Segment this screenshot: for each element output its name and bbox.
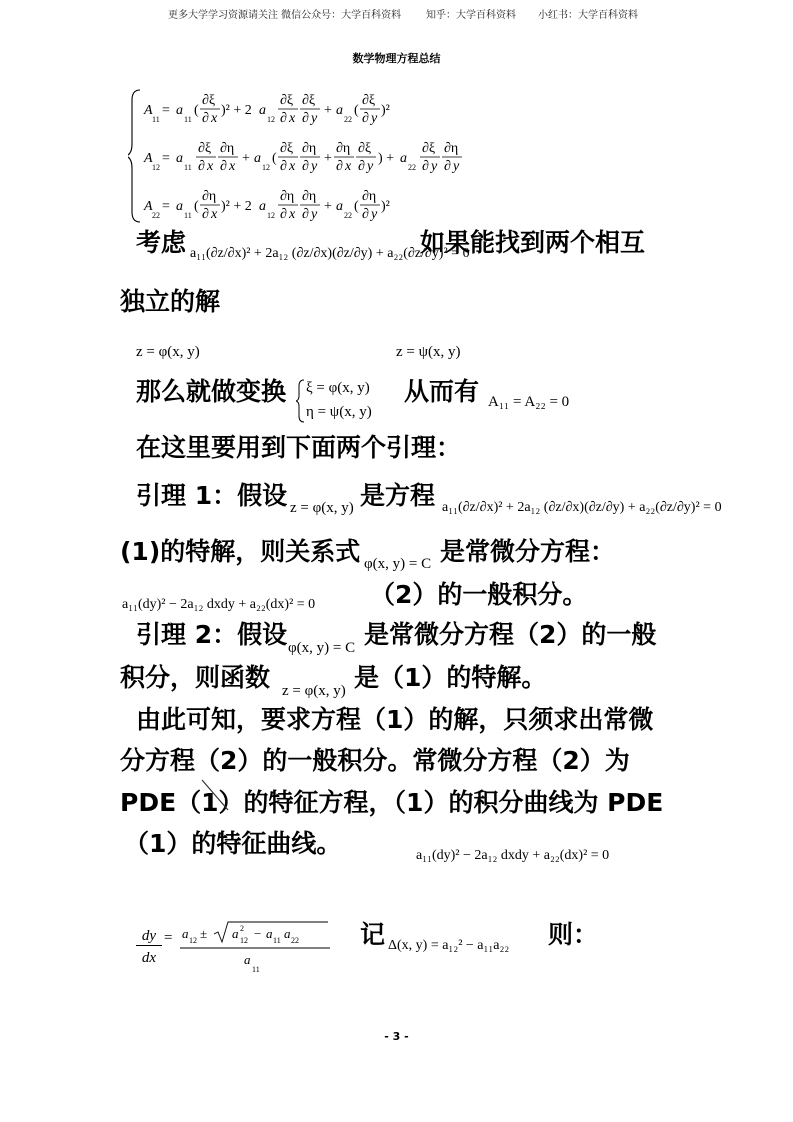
lemma1-yiban: （2）的一般积分。 <box>370 580 588 609</box>
svg-text:)²: )² <box>381 103 390 118</box>
svg-text:∂: ∂ <box>362 207 369 222</box>
svg-text:∂: ∂ <box>202 207 209 222</box>
svg-text:a: a <box>284 926 291 941</box>
svg-text:11: 11 <box>252 965 260 974</box>
svg-text:a: a <box>259 199 266 214</box>
lemma1-changwei: 是常微分方程： <box>440 537 616 566</box>
svg-text:x: x <box>211 111 218 126</box>
svg-text:y: y <box>371 207 378 222</box>
svg-text:(: ( <box>272 151 277 166</box>
svg-text:x: x <box>345 159 352 174</box>
svg-text:y: y <box>431 159 438 174</box>
svg-text:a: a <box>244 952 251 967</box>
svg-text:∂ξ: ∂ξ <box>280 93 294 108</box>
svg-text:∂: ∂ <box>358 159 365 174</box>
para-ji: 记 <box>360 920 386 949</box>
formula-system <box>128 82 488 232</box>
svg-text:(: ( <box>194 199 199 214</box>
svg-text:22: 22 <box>152 211 160 220</box>
svg-text:x: x <box>207 159 214 174</box>
page-title: 数学物理方程总结 <box>352 52 441 65</box>
svg-text:∂: ∂ <box>198 159 205 174</box>
formula-ode2: a₁₁(dy)² − 2a₁₂ dxdy + a₂₂(dx)² = 0 <box>416 848 610 863</box>
formula-transform-1: ξ = φ(x, y) <box>306 380 370 396</box>
svg-text:∂: ∂ <box>336 159 343 174</box>
svg-text:x: x <box>289 159 296 174</box>
svg-text:x: x <box>229 159 236 174</box>
svg-text:A: A <box>144 199 153 214</box>
slope-lhs: dy <box>136 928 162 946</box>
para-ze: 则： <box>548 920 599 949</box>
slope-text <box>0 0 1 1</box>
svg-text:A: A <box>144 103 153 118</box>
para-conclusion-3: PDE（1）的特征方程，（1）的积分曲线为 PDE <box>120 788 664 817</box>
svg-text:x: x <box>289 111 296 126</box>
svg-text:y: y <box>311 159 318 174</box>
svg-text:)² + 2: )² + 2 <box>221 199 252 214</box>
svg-text:a: a <box>176 103 183 118</box>
svg-text:a: a <box>176 151 183 166</box>
svg-text:∂ξ: ∂ξ <box>280 141 294 156</box>
svg-text:∂: ∂ <box>280 111 287 126</box>
svg-text:(: ( <box>194 103 199 118</box>
formula-transform-2: η = ψ(x, y) <box>306 404 372 420</box>
svg-text:=: = <box>162 151 170 166</box>
svg-text:+: + <box>324 151 332 166</box>
svg-text:11: 11 <box>152 115 160 124</box>
lemma1-shifangcheng: 是方程 <box>360 481 436 510</box>
svg-text:+: + <box>324 199 332 214</box>
lemma2-line2: 积分，则函数 <box>120 663 271 692</box>
svg-text:∂: ∂ <box>202 111 209 126</box>
svg-text:12: 12 <box>240 936 248 945</box>
svg-text:y: y <box>311 207 318 222</box>
svg-text:a: a <box>266 926 273 941</box>
svg-text:∂ξ: ∂ξ <box>302 93 316 108</box>
lemma2-phi-c: φ(x, y) = C <box>288 640 356 656</box>
svg-text:12: 12 <box>267 115 275 124</box>
formula-char-eq: a₁₁(∂z/∂x)² + 2a₁₂ (∂z/∂x)(∂z/∂y) + a₂₂(∂z/∂y)² = 0 <box>190 246 470 261</box>
svg-text:a: a <box>182 926 189 941</box>
para-conclusion-1: 由此可知，要求方程（1）的解，只须求出常微 <box>136 705 654 734</box>
lemma1-phi-c: φ(x, y) = C <box>364 556 432 572</box>
header-middle: 知乎：大学百科资料 <box>426 10 516 21</box>
header-right: 小红书：大学百科资料 <box>538 10 638 21</box>
svg-text:∂: ∂ <box>422 159 429 174</box>
para-kaolv: 考虑 <box>136 228 187 257</box>
svg-text:a: a <box>254 151 261 166</box>
formula-sol-psi: z = ψ(x, y) <box>396 344 461 360</box>
svg-text:(: ( <box>354 103 359 118</box>
svg-text:a: a <box>232 926 239 941</box>
svg-text:∂: ∂ <box>302 111 309 126</box>
svg-text:∂η: ∂η <box>220 141 235 156</box>
svg-text:22: 22 <box>408 163 416 172</box>
lemma1-line2: (1)的特解，则关系式 <box>120 537 361 566</box>
para-conclusion-2: 分方程（2）的一般积分。常微分方程（2）为 <box>120 746 630 775</box>
svg-text:12: 12 <box>152 163 160 172</box>
svg-text:∂η: ∂η <box>336 141 351 156</box>
para-conclusion-4: （1）的特征曲线。 <box>124 829 342 858</box>
svg-text:y: y <box>453 159 460 174</box>
svg-text:y: y <box>371 111 378 126</box>
svg-text:∂: ∂ <box>280 207 287 222</box>
para-congeryou: 从而有 <box>404 377 480 406</box>
svg-text:22: 22 <box>344 211 352 220</box>
svg-text:)²: )² <box>381 199 390 214</box>
svg-text:a: a <box>259 103 266 118</box>
formula-sol-phi: z = φ(x, y) <box>136 344 200 360</box>
svg-text:) +: ) + <box>378 151 395 166</box>
para-ruguo: 如果能找到两个相互 <box>420 228 646 257</box>
svg-text:∂: ∂ <box>280 159 287 174</box>
lemma1-pde: a₁₁(∂z/∂x)² + 2a₁₂ (∂z/∂x)(∂z/∂y) + a₂₂(∂z/∂y)² = 0 <box>442 500 722 515</box>
svg-text:∂η: ∂η <box>362 189 377 204</box>
svg-text:12: 12 <box>262 163 270 172</box>
svg-text:∂ξ: ∂ξ <box>362 93 376 108</box>
para-duli: 独立的解 <box>120 287 221 316</box>
svg-text:∂: ∂ <box>302 159 309 174</box>
svg-text:11: 11 <box>184 115 192 124</box>
svg-text:∂ξ: ∂ξ <box>202 93 216 108</box>
svg-text:12: 12 <box>267 211 275 220</box>
formula-slope-rhs <box>160 918 340 978</box>
svg-text:∂η: ∂η <box>302 189 317 204</box>
svg-text:2: 2 <box>240 924 244 933</box>
svg-text:+: + <box>242 151 250 166</box>
pen-stroke-mark <box>196 776 236 816</box>
svg-text:=: = <box>162 199 170 214</box>
lemma1-ode: a₁₁(dy)² − 2a₁₂ dxdy + a₂₂(dx)² = 0 <box>122 597 316 612</box>
para-bianhuan: 那么就做变换 <box>136 377 287 406</box>
svg-text:a: a <box>336 199 343 214</box>
svg-text:∂η: ∂η <box>444 141 459 156</box>
formula-delta: Δ(x, y) = a₁₂² − a₁₁a₂₂ <box>388 938 510 953</box>
header-left: 更多大学学习资源请关注 微信公众号：大学百科资料 <box>168 10 402 21</box>
svg-text:−: − <box>254 926 262 941</box>
para-yinli-intro: 在这里要用到下面两个引理： <box>136 433 462 462</box>
svg-text:±: ± <box>200 926 208 941</box>
lemma2-line2b: 是（1）的特解。 <box>354 663 547 692</box>
svg-text:11: 11 <box>184 211 192 220</box>
svg-text:+: + <box>324 103 332 118</box>
lemma1-z-phi: z = φ(x, y) <box>290 500 354 516</box>
page-number: - 3 - <box>384 1030 409 1043</box>
svg-text:)² + 2: )² + 2 <box>221 103 252 118</box>
svg-text:∂: ∂ <box>362 111 369 126</box>
svg-text:(: ( <box>354 199 359 214</box>
lemma2-z-phi: z = φ(x, y) <box>282 683 346 699</box>
svg-text:12: 12 <box>189 936 197 945</box>
svg-text:a: a <box>176 199 183 214</box>
svg-text:a: a <box>336 103 343 118</box>
svg-text:=: = <box>164 930 173 946</box>
lemma2-head: 引理 2：假设 <box>136 620 288 649</box>
svg-text:∂: ∂ <box>444 159 451 174</box>
svg-text:∂η: ∂η <box>202 189 217 204</box>
formula-a-zero: A₁₁ = A₂₂ = 0 <box>488 394 570 410</box>
svg-text:∂: ∂ <box>302 207 309 222</box>
svg-text:x: x <box>211 207 218 222</box>
transform-brace <box>296 378 306 424</box>
svg-text:∂η: ∂η <box>302 141 317 156</box>
lemma1-head: 引理 1：假设 <box>136 481 288 510</box>
svg-text:∂ξ: ∂ξ <box>198 141 212 156</box>
svg-text:∂η: ∂η <box>280 189 295 204</box>
svg-text:∂ξ: ∂ξ <box>358 141 372 156</box>
svg-text:11: 11 <box>184 163 192 172</box>
slope-lhs-den: dx <box>141 950 157 966</box>
svg-text:22: 22 <box>291 936 299 945</box>
svg-text:x: x <box>289 207 296 222</box>
svg-text:a: a <box>400 151 407 166</box>
svg-text:A: A <box>144 151 153 166</box>
svg-text:∂ξ: ∂ξ <box>422 141 436 156</box>
svg-text:∂: ∂ <box>220 159 227 174</box>
svg-text:y: y <box>367 159 374 174</box>
svg-text:y: y <box>311 111 318 126</box>
svg-text:=: = <box>162 103 170 118</box>
svg-text:22: 22 <box>344 115 352 124</box>
lemma2-line1: 是常微分方程（2）的一般 <box>364 620 657 649</box>
svg-text:11: 11 <box>273 936 281 945</box>
